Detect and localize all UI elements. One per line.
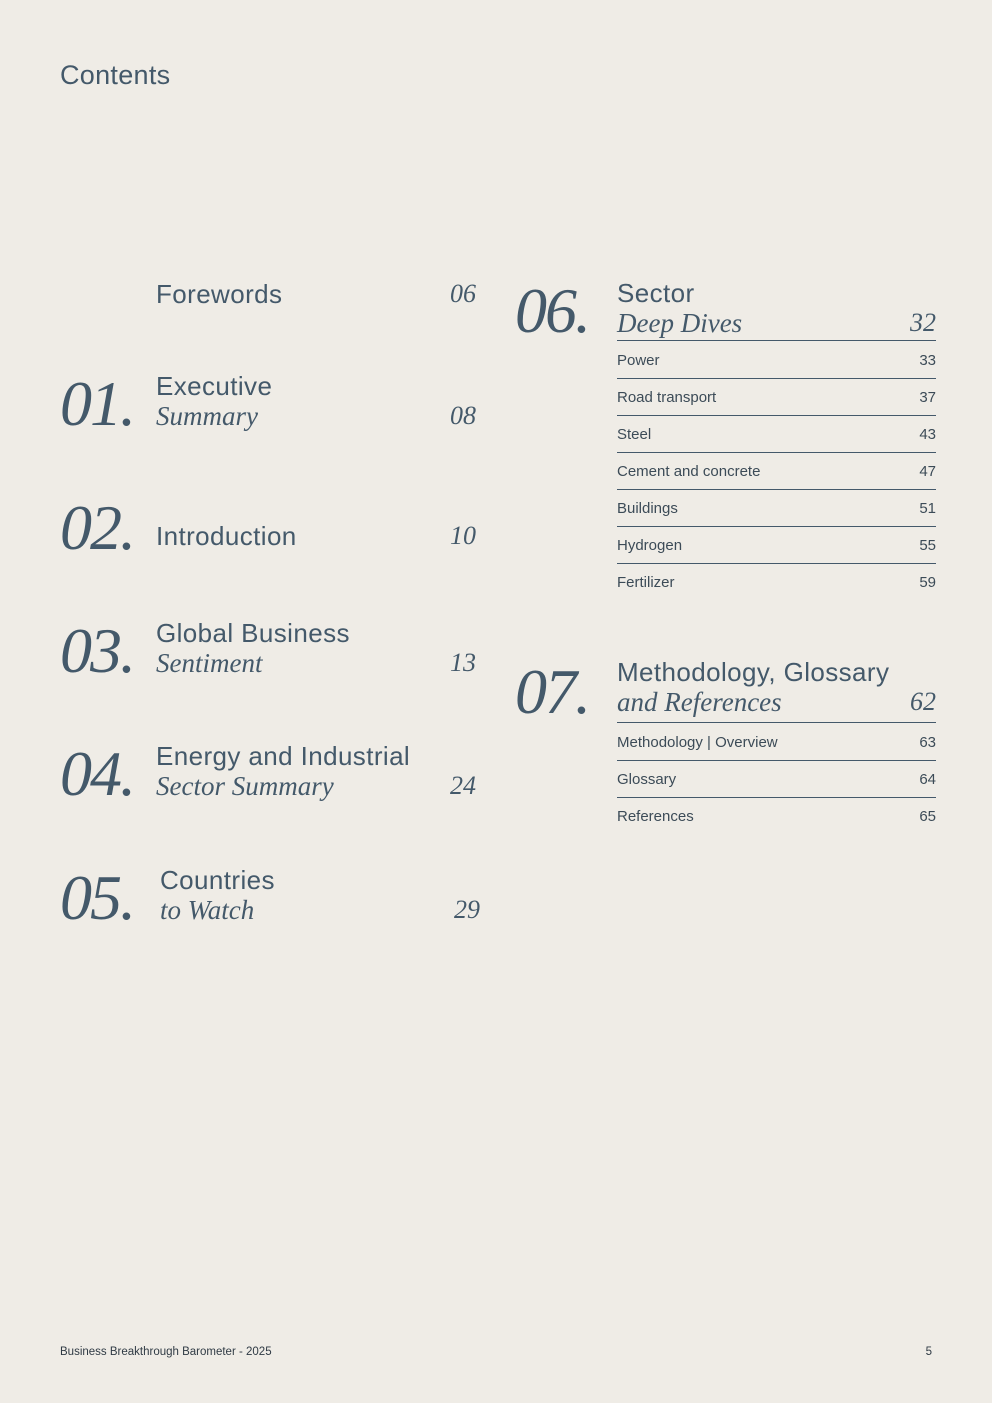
- subentry-page: 59: [919, 574, 936, 591]
- toc-subentry-hydrogen[interactable]: [617, 527, 936, 564]
- subentry-page: 63: [919, 733, 936, 751]
- page-title: Contents: [60, 60, 171, 90]
- divider: [617, 722, 936, 723]
- subentry-label: Buildings: [617, 499, 678, 517]
- toc-entry-subtitle: Deep Dives: [617, 308, 743, 338]
- subentry-page: 43: [919, 425, 936, 443]
- subentry-page: 37: [919, 388, 936, 406]
- methodology-subsection-list: [617, 724, 936, 835]
- section-number: 01.: [60, 368, 134, 439]
- footer-page-number: 5: [925, 1346, 932, 1358]
- toc-entry-introduction[interactable]: [156, 521, 297, 551]
- subentry-page: 65: [919, 808, 936, 825]
- toc-entry-page: 06: [450, 279, 476, 308]
- subentry-label: Power: [617, 351, 660, 369]
- subentry-label: Glossary: [617, 770, 677, 788]
- toc-entry-subtitle: and References: [617, 687, 782, 717]
- toc-entry-page: 10: [450, 521, 476, 550]
- toc-entry-subtitle: to Watch: [160, 895, 255, 925]
- toc-entry-subtitle: Sector Summary: [156, 771, 334, 801]
- toc-entry-forewords[interactable]: [156, 279, 282, 309]
- toc-subentry-fertilizer[interactable]: [617, 564, 936, 601]
- toc-subentry-steel[interactable]: [617, 416, 936, 453]
- toc-subentry-methodology-overview[interactable]: [617, 724, 936, 761]
- section-number: 02.: [60, 492, 134, 563]
- toc-entry-title: Global Business: [156, 618, 350, 648]
- subentry-page: 55: [919, 536, 936, 554]
- subentry-page: 64: [919, 770, 936, 788]
- toc-entry-subtitle: Sentiment: [156, 648, 263, 678]
- toc-entry-executive-summary[interactable]: [156, 371, 272, 431]
- toc-entry-page: 29: [454, 895, 480, 924]
- toc-entry-energy-industrial[interactable]: [156, 741, 410, 801]
- section-number: 07.: [515, 656, 589, 727]
- toc-entry-title: Energy and Industrial: [156, 741, 411, 771]
- toc-entry-title: Countries: [160, 865, 275, 895]
- subentry-page: 33: [919, 351, 936, 369]
- sector-subsection-list: [617, 342, 936, 601]
- section-number: 03.: [60, 615, 134, 686]
- toc-entry-page: 62: [910, 687, 936, 716]
- toc-subentry-road-transport[interactable]: [617, 379, 936, 416]
- section-number: 06.: [515, 275, 589, 346]
- footer-publication: Business Breakthrough Barometer - 2025: [60, 1346, 272, 1358]
- toc-entry-global-business-sentiment[interactable]: [156, 618, 350, 678]
- subentry-label: Road transport: [617, 388, 717, 406]
- toc-entry-page: 32: [910, 308, 936, 337]
- subentry-label: Hydrogen: [617, 536, 683, 554]
- divider: [617, 340, 936, 341]
- subentry-label: References: [617, 808, 694, 825]
- toc-entry-title: Methodology, Glossary: [617, 657, 890, 687]
- toc-entry-page: 13: [450, 648, 476, 677]
- toc-entry-subtitle: Summary: [156, 401, 258, 431]
- section-number: 04.: [60, 738, 134, 809]
- toc-entry-title: Executive: [156, 371, 273, 401]
- subentry-page: 51: [919, 499, 936, 517]
- subentry-label: Methodology | Overview: [617, 733, 778, 751]
- toc-entry-sector-deep-dives[interactable]: [617, 278, 742, 338]
- toc-subentry-glossary[interactable]: [617, 761, 936, 798]
- toc-subentry-buildings[interactable]: [617, 490, 936, 527]
- toc-entry-page: 08: [450, 401, 476, 430]
- toc-entry-title: Introduction: [156, 521, 297, 551]
- toc-entry-methodology[interactable]: [617, 657, 889, 717]
- toc-entry-title: Sector: [617, 278, 695, 308]
- toc-subentry-power[interactable]: [617, 342, 936, 379]
- subentry-label: Fertilizer: [617, 574, 675, 591]
- toc-subentry-cement[interactable]: [617, 453, 936, 490]
- subentry-label: Cement and concrete: [617, 462, 761, 480]
- subentry-label: Steel: [617, 425, 652, 443]
- toc-entry-page: 24: [450, 771, 476, 800]
- toc-entry-countries-to-watch[interactable]: [160, 865, 275, 925]
- subentry-page: 47: [919, 462, 936, 480]
- toc-subentry-references[interactable]: [617, 798, 936, 835]
- toc-entry-title: Forewords: [156, 279, 283, 309]
- section-number: 05.: [60, 862, 134, 933]
